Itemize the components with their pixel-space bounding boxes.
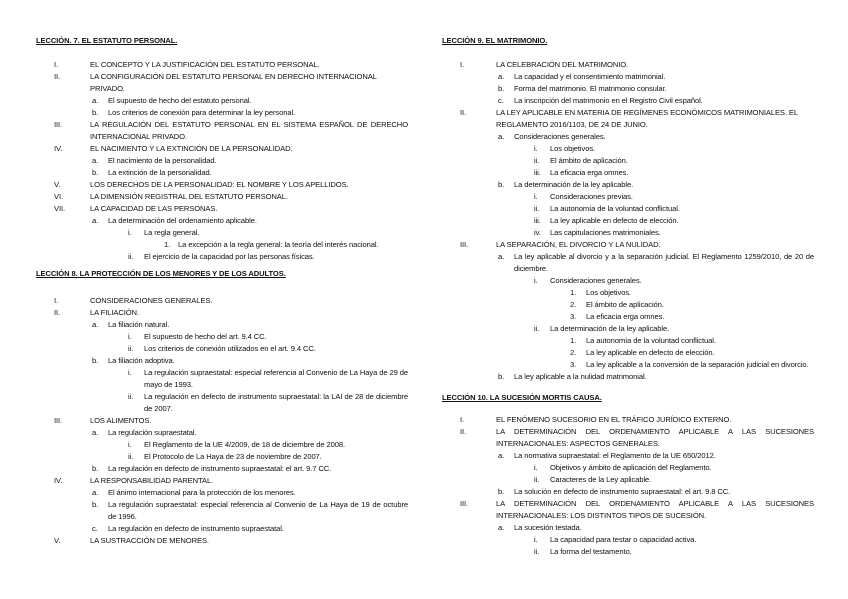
item-text: LA DETERMINACIÓN DEL ORDENAMIENTO APLICABLE A LAS SUCESIONES INTERNACIONALES: ASPECTOS GENERALES. xyxy=(496,427,814,448)
item-text: La eficacia erga omnes. xyxy=(586,312,665,321)
lesson-9 xyxy=(442,36,814,383)
outline-item xyxy=(36,71,408,95)
outline-item xyxy=(36,367,408,391)
item-marker: b. xyxy=(498,372,505,381)
item-marker: a. xyxy=(92,156,99,165)
item-marker: ii. xyxy=(534,156,540,165)
item-text: La eficacia erga omnes. xyxy=(550,168,629,177)
item-text: El ámbito de aplicación. xyxy=(550,156,628,165)
item-text: El Reglamento de la UE 4/2009, de 18 de diciembre de 2008. xyxy=(144,440,346,449)
item-text: La regulación en defecto de instrumento supraestatal. xyxy=(108,524,284,533)
item-marker: i. xyxy=(128,228,132,237)
item-marker: a. xyxy=(498,451,505,460)
item-marker: b. xyxy=(92,464,99,473)
item-marker: iv. xyxy=(534,228,541,237)
outline-item xyxy=(36,439,408,451)
item-marker: a. xyxy=(92,320,99,329)
outline-item xyxy=(442,155,814,167)
item-marker: i. xyxy=(534,144,538,153)
item-text: LA CELEBRACIÓN DEL MATRIMONIO. xyxy=(496,60,629,69)
outline-item xyxy=(442,522,814,534)
item-marker: I. xyxy=(54,296,59,305)
item-marker: VI. xyxy=(54,192,63,201)
item-text: El supuesto de hecho del art. 9.4 CC. xyxy=(144,332,267,341)
item-text: Forma del matrimonio. El matrimonio consular. xyxy=(514,84,667,93)
item-marker: i. xyxy=(534,535,538,544)
item-text: Consideraciones generales. xyxy=(550,276,642,285)
item-marker: b. xyxy=(92,356,99,365)
item-marker: ii. xyxy=(128,252,134,261)
item-text: El supuesto de hecho del estatuto personal. xyxy=(108,96,252,105)
item-text: EL FENÓMENO SUCESORIO EN EL TRÁFICO JURÍDICO EXTERNO. xyxy=(496,415,732,424)
item-marker: III. xyxy=(54,120,63,129)
item-text: LA CAPACIDAD DE LAS PERSONAS. xyxy=(90,204,218,213)
item-text: EL CONCEPTO Y LA JUSTIFICACIÓN DEL ESTATUTO PERSONAL. xyxy=(90,60,320,69)
outline-item xyxy=(36,427,408,439)
outline-item xyxy=(442,426,814,450)
outline-item xyxy=(36,95,408,107)
outline-item xyxy=(36,415,408,427)
outline-item xyxy=(36,227,408,239)
lesson-title: LECCIÓN. 7. EL ESTATUTO PERSONAL. xyxy=(36,36,178,45)
item-marker: I. xyxy=(460,60,465,69)
item-text: LA RESPONSABILIDAD PARENTAL. xyxy=(90,476,214,485)
item-text: La ley aplicable a la nulidad matrimonial. xyxy=(514,372,647,381)
outline-item xyxy=(36,499,408,523)
item-marker: 1. xyxy=(164,240,171,249)
outline-item xyxy=(442,299,814,311)
outline-item xyxy=(442,450,814,462)
outline-item xyxy=(442,546,814,558)
lesson-title: LECCIÓN 10. LA SUCESIÓN MORTIS CAUSA. xyxy=(442,393,602,402)
item-text: La determinación de la ley aplicable. xyxy=(514,180,634,189)
outline-item xyxy=(36,215,408,227)
outline-item xyxy=(36,355,408,367)
item-text: La determinación de la ley aplicable. xyxy=(550,324,670,333)
outline-item xyxy=(442,215,814,227)
item-marker: a. xyxy=(498,72,505,81)
item-marker: a. xyxy=(92,428,99,437)
item-marker: a. xyxy=(92,96,99,105)
item-marker: iii. xyxy=(534,168,541,177)
outline-item xyxy=(36,523,408,535)
item-text: EL NACIMIENTO Y LA EXTINCIÓN DE LA PERSONALIDAD. xyxy=(90,144,293,153)
outline-item xyxy=(442,107,814,131)
item-text: La solución en defecto de instrumento supraestatal: el art. 9.8 CC. xyxy=(514,487,731,496)
outline-item xyxy=(36,319,408,331)
item-text: Consideraciones previas. xyxy=(550,192,633,201)
outline-item xyxy=(36,251,408,263)
item-text: El ámbito de aplicación. xyxy=(586,300,664,309)
outline-item xyxy=(36,143,408,155)
outline-item xyxy=(36,107,408,119)
item-marker: II. xyxy=(460,427,467,436)
item-text: La ley aplicable a la conversión de la separación judicial en divorcio. xyxy=(586,360,809,369)
item-text: La extinción de la personalidad. xyxy=(108,168,212,177)
outline-item xyxy=(442,486,814,498)
item-marker: VII. xyxy=(54,204,65,213)
item-text: La inscripción del matrimonio en el Registro Civil español. xyxy=(514,96,703,105)
outline-item xyxy=(36,475,408,487)
outline-item xyxy=(442,462,814,474)
item-marker: a. xyxy=(498,523,505,532)
item-marker: b. xyxy=(92,168,99,177)
item-marker: i. xyxy=(534,463,538,472)
item-text: La filiación natural. xyxy=(108,320,170,329)
item-text: La ley aplicable en defecto de elección. xyxy=(586,348,715,357)
outline-item xyxy=(36,307,408,319)
item-text: LA LEY APLICABLE EN MATERIA DE REGÍMENES ECONÓMICOS MATRIMONIALES. EL REGLAMENTO 2016/1103, DE 24 DE JUNIO. xyxy=(496,108,798,129)
item-text: La regulación en defecto de instrumento supraestatal: la LAI de 28 de diciembre de 2007. xyxy=(144,392,408,413)
item-text: El ánimo internacional para la protección de los menores. xyxy=(108,488,296,497)
item-text: Las capitulaciones matrimoniales. xyxy=(550,228,661,237)
outline-item xyxy=(442,191,814,203)
outline-item xyxy=(36,331,408,343)
item-marker: a. xyxy=(92,488,99,497)
item-marker: 2. xyxy=(570,348,577,357)
item-text: La regulación supraestatal. xyxy=(108,428,197,437)
outline-item xyxy=(442,143,814,155)
item-marker: b. xyxy=(92,108,99,117)
outline-item xyxy=(442,534,814,546)
outline-item xyxy=(442,414,814,426)
outline-item xyxy=(442,251,814,275)
outline-item xyxy=(442,203,814,215)
lesson-7 xyxy=(36,36,408,263)
item-marker: c. xyxy=(498,96,504,105)
item-text: La excepción a la regla general: la teoría del interés nacional. xyxy=(178,240,379,249)
outline-item xyxy=(36,179,408,191)
outline-item xyxy=(36,535,408,547)
item-marker: I. xyxy=(460,415,465,424)
item-text: Los objetivos. xyxy=(586,288,632,297)
item-text: La determinación del ordenamiento aplicable. xyxy=(108,216,257,225)
item-text: La normativa supraestatal: el Reglamento de la UE 650/2012. xyxy=(514,451,716,460)
item-text: LA SEPARACIÓN, EL DIVORCIO Y LA NULIDAD. xyxy=(496,240,661,249)
item-marker: ii. xyxy=(534,204,540,213)
item-marker: ii. xyxy=(534,324,540,333)
item-marker: II. xyxy=(460,108,467,117)
item-text: LA DETERMINACIÓN DEL ORDENAMIENTO APLICABLE A LAS SUCESIONES INTERNACIONALES: LOS DISTINTOS TIPOS DE SUCESIÓN. xyxy=(496,499,814,520)
item-text: LA DIMENSIÓN REGISTRAL DEL ESTATUTO PERSONAL. xyxy=(90,192,288,201)
item-marker: 1. xyxy=(570,288,577,297)
item-marker: i. xyxy=(128,332,132,341)
outline-item xyxy=(442,167,814,179)
outline-item xyxy=(442,359,814,371)
item-text: Caracteres de la Ley aplicable. xyxy=(550,475,652,484)
item-text: El nacimiento de la personalidad. xyxy=(108,156,217,165)
item-text: La capacidad para testar o capacidad activa. xyxy=(550,535,697,544)
outline-item xyxy=(442,474,814,486)
item-text: Los criterios de conexión para determinar la ley personal. xyxy=(108,108,296,117)
lesson-title: LECCIÓN 9. EL MATRIMONIO. xyxy=(442,36,548,45)
item-text: La regulación supraestatal: especial referencia al Convenio de La Haya de 29 de mayo de 1993. xyxy=(144,368,408,389)
outline-item xyxy=(442,179,814,191)
item-marker: i. xyxy=(128,440,132,449)
left-column xyxy=(36,36,408,547)
outline-item xyxy=(442,71,814,83)
item-marker: II. xyxy=(54,72,61,81)
item-marker: ii. xyxy=(128,344,134,353)
item-text: La filiación adoptiva. xyxy=(108,356,175,365)
outline-item xyxy=(442,239,814,251)
item-marker: c. xyxy=(92,524,98,533)
item-text: La ley aplicable en defecto de elección. xyxy=(550,216,679,225)
item-text: LA SUSTRACCIÓN DE MENORES. xyxy=(90,536,209,545)
item-marker: a. xyxy=(498,132,505,141)
outline-item xyxy=(442,59,814,71)
item-text: La autonomía de la voluntad conflictual. xyxy=(586,336,716,345)
outline-item xyxy=(36,119,408,143)
item-text: LA CONFIGURACIÓN DEL ESTATUTO PERSONAL EN DERECHO INTERNACIONAL PRIVADO. xyxy=(90,72,377,93)
item-text: LOS ALIMENTOS. xyxy=(90,416,152,425)
outline-item xyxy=(442,227,814,239)
item-text: Consideraciones generales. xyxy=(514,132,606,141)
item-marker: ii. xyxy=(128,392,134,401)
item-text: La sucesión testada. xyxy=(514,523,582,532)
outline-item xyxy=(442,323,814,335)
outline-item xyxy=(36,191,408,203)
outline-item xyxy=(36,451,408,463)
outline-item xyxy=(442,131,814,143)
item-marker: b. xyxy=(498,180,505,189)
item-text: CONSIDERACIONES GENERALES. xyxy=(90,296,213,305)
item-marker: IV. xyxy=(54,144,63,153)
item-marker: b. xyxy=(498,487,505,496)
lesson-8 xyxy=(36,269,408,547)
item-text: Los criterios de conexión utilizados en el art. 9.4 CC. xyxy=(144,344,316,353)
outline-item xyxy=(36,343,408,355)
outline-item xyxy=(442,498,814,522)
item-marker: 3. xyxy=(570,312,577,321)
outline-item xyxy=(36,487,408,499)
item-marker: ii. xyxy=(128,452,134,461)
item-marker: V. xyxy=(54,180,61,189)
outline-item xyxy=(36,203,408,215)
lesson-10 xyxy=(442,393,814,558)
item-marker: i. xyxy=(128,368,132,377)
item-marker: i. xyxy=(534,192,538,201)
item-text: LOS DERECHOS DE LA PERSONALIDAD: EL NOMBRE Y LOS APELLIDOS. xyxy=(90,180,349,189)
outline-item xyxy=(36,155,408,167)
item-marker: III. xyxy=(54,416,63,425)
item-marker: b. xyxy=(92,500,99,509)
item-text: LA REGULACIÓN DEL ESTATUTO PERSONAL EN EL SISTEMA ESPAÑOL DE DERECHO INTERNACIONAL PRIVADO. xyxy=(90,120,408,141)
outline-item xyxy=(442,371,814,383)
outline-item xyxy=(36,295,408,307)
outline-item xyxy=(36,59,408,71)
item-marker: III. xyxy=(460,499,469,508)
item-text: La regulación supraestatal: especial referencia al Convenio de La Haya de 19 de octubre de 1996. xyxy=(108,500,408,521)
item-text: El Protocolo de La Haya de 23 de noviembre de 2007. xyxy=(144,452,322,461)
item-marker: a. xyxy=(498,252,505,261)
item-marker: ii. xyxy=(534,547,540,556)
item-marker: II. xyxy=(54,308,61,317)
outline-item xyxy=(36,463,408,475)
outline-item xyxy=(442,287,814,299)
item-text: La ley aplicable al divorcio y a la separación judicial. El Reglamento 1259/2010, de 20 de diciembre. xyxy=(514,252,814,273)
lesson-title: LECCIÓN 8. LA PROTECCIÓN DE LOS MENORES Y DE LOS ADULTOS. xyxy=(36,269,286,278)
right-column xyxy=(442,36,814,558)
item-text: LA FILIACIÓN. xyxy=(90,308,139,317)
item-marker: 1. xyxy=(570,336,577,345)
item-marker: I. xyxy=(54,60,59,69)
item-marker: a. xyxy=(92,216,99,225)
item-marker: 3. xyxy=(570,360,577,369)
item-text: La regla general. xyxy=(144,228,200,237)
outline-item xyxy=(442,83,814,95)
outline-item xyxy=(442,311,814,323)
item-marker: V. xyxy=(54,536,61,545)
item-marker: b. xyxy=(498,84,505,93)
item-marker: ii. xyxy=(534,475,540,484)
item-text: La autonomía de la voluntad conflictual. xyxy=(550,204,680,213)
outline-item xyxy=(442,95,814,107)
item-text: Los objetivos. xyxy=(550,144,596,153)
item-marker: III. xyxy=(460,240,469,249)
item-marker: iii. xyxy=(534,216,541,225)
outline-item xyxy=(36,167,408,179)
outline-item xyxy=(442,275,814,287)
item-marker: i. xyxy=(534,276,538,285)
outline-item xyxy=(442,347,814,359)
item-text: El ejercicio de la capacidad por las personas físicas. xyxy=(144,252,315,261)
item-marker: IV. xyxy=(54,476,63,485)
outline-item xyxy=(442,335,814,347)
item-text: Objetivos y ámbito de aplicación del Reglamento. xyxy=(550,463,712,472)
item-text: La capacidad y el consentimiento matrimonial. xyxy=(514,72,666,81)
item-marker: 2. xyxy=(570,300,577,309)
item-text: La regulación en defecto de instrumento supraestatal: el art. 9.7 CC. xyxy=(108,464,332,473)
item-text: La forma del testamento. xyxy=(550,547,632,556)
outline-item xyxy=(36,391,408,415)
outline-item xyxy=(36,239,408,251)
